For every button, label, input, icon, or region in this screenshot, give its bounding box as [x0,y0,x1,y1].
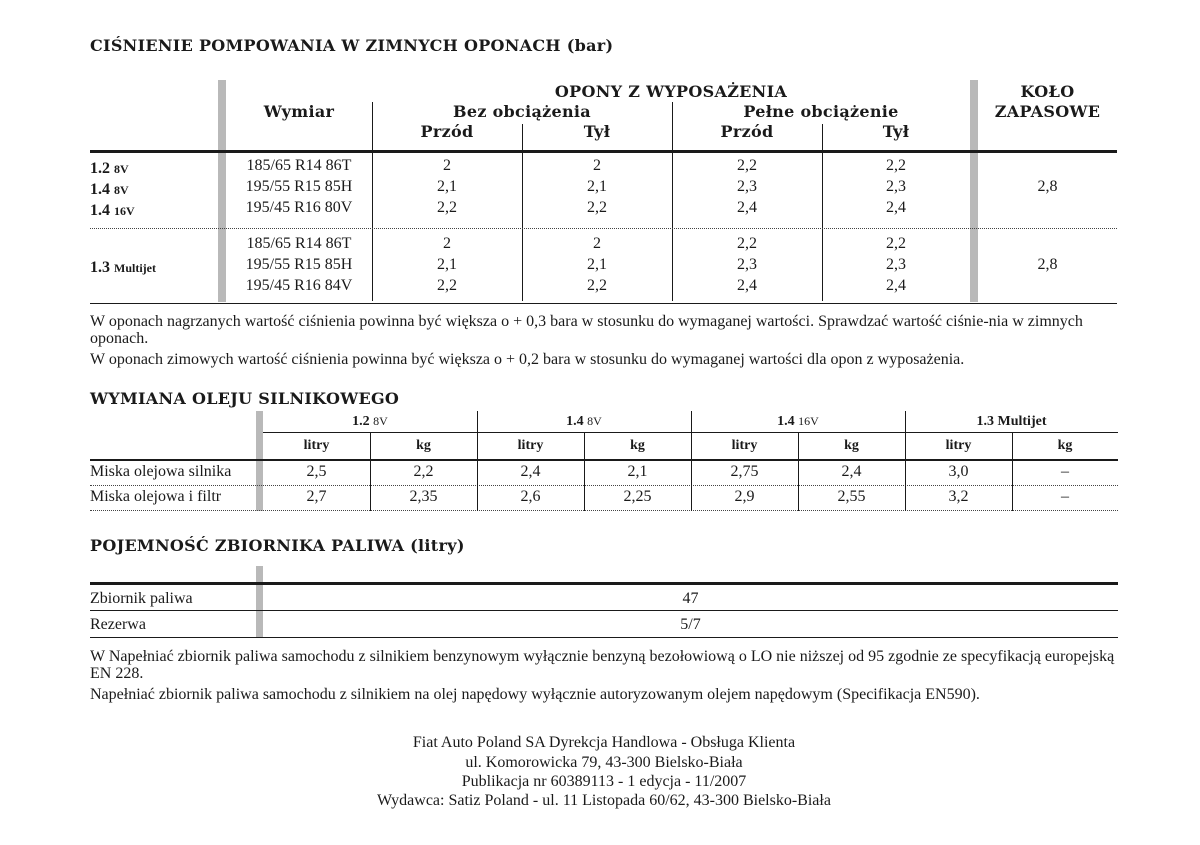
oil-value: 2,55 [837,488,866,505]
oil-value: 3,0 [948,463,969,480]
tire-header-spare-line1: KOŁO [1020,82,1075,101]
pressure-value: 2,4 [737,277,757,294]
tire-table-right-bar [970,80,978,302]
oil-value: 2,35 [409,488,438,505]
tire-note-hot: W oponach nagrzanych wartość ciśnienia powinna być większa o + 0,3 bara w stosunku do wymaganej wartości. Sprawdzać wartość ciśnie-nia w zimnych oponach. [90,313,1083,347]
oil-value: 2,5 [306,463,327,480]
pressure-value: 2,2 [587,199,607,216]
oil-value: – [1061,488,1069,505]
oil-value: 2,9 [734,488,755,505]
oil-value: 2,25 [623,488,652,505]
oil-row-label: Miska olejowa i filtr [90,488,222,505]
pressure-value: 2 [443,235,451,252]
fuel-table-left-bar [256,566,263,638]
pressure-value: 2,4 [737,199,757,216]
oil-unit-kg: kg [416,438,431,453]
oil-section-title: WYMIANA OLEJU SILNIKOWEGO [90,389,400,408]
footer-line: Publikacja nr 60389113 - 1 edycja - 11/2007 [461,773,747,790]
oil-value: 2,4 [841,463,862,480]
engine-label: 1.2 8V [90,160,129,177]
pressure-value: 2,2 [437,199,457,216]
tire-group-separator [90,228,1117,229]
oil-unit-litres: litry [517,438,544,453]
oil-row-separator [90,510,1118,511]
tire-size: 195/55 R15 85H [245,256,353,273]
oil-value: 2,7 [306,488,327,505]
pressure-value: 2,3 [886,256,906,273]
oil-value: 2,75 [730,463,759,480]
pressure-value: 2,2 [437,277,457,294]
engine-label: 1.4 8V [90,181,129,198]
pressure-value: 2,2 [886,157,906,174]
pressure-value: 2,1 [587,256,607,273]
fuel-row-label: Rezerwa [90,616,146,633]
pressure-value: 2,3 [737,256,757,273]
tire-header-rule [90,150,1117,153]
oil-unit-kg: kg [1057,438,1073,453]
pressure-value: 2,3 [886,178,906,195]
pressure-value: 2 [593,157,601,174]
oil-header-rule-thick [90,459,1118,461]
tire-bottom-rule [90,303,1117,304]
tire-col-size: Wymiar [263,102,335,121]
oil-unit-litres: litry [945,438,972,453]
tire-size: 195/55 R15 85H [245,178,353,195]
oil-value: – [1061,463,1069,480]
spare-pressure-value: 2,8 [1037,178,1058,195]
pressure-value: 2 [443,157,451,174]
fuel-row-separator [90,610,1118,611]
pressure-value: 2 [593,235,601,252]
spare-pressure-value: 2,8 [1037,256,1058,273]
oil-value: 2,4 [520,463,541,480]
tire-col-rear: Tył [583,122,611,141]
pressure-value: 2,1 [437,256,457,273]
oil-unit-kg: kg [630,438,645,453]
tire-col-full-load: Pełne obciążenie [743,102,899,121]
oil-unit-litres: litry [303,438,330,453]
tire-header-spare-line2: ZAPASOWE [994,102,1101,121]
tire-size: 185/65 R14 86T [246,235,352,252]
tire-col-no-load: Bez obciążenia [453,102,591,121]
fuel-note-diesel: Napełniać zbiornik paliwa samochodu z silnikiem na olej napędowy wyłącznie autoryzowanym olejem napędowym (Specifikacja EN590). [90,686,980,703]
oil-engine-header: 1.2 8V [352,414,388,429]
oil-engine-header: 1.3 Multijet [976,414,1047,429]
oil-unit-litres: litry [731,438,758,453]
oil-value: 2,2 [413,463,434,480]
tire-table-left-bar [218,80,226,302]
fuel-reserve: 5/7 [680,616,701,633]
oil-value: 2,6 [520,488,541,505]
pressure-value: 2,2 [587,277,607,294]
fuel-tank-capacity: 47 [682,590,699,607]
fuel-section-title: POJEMNOŚĆ ZBIORNIKA PALIWA (litry) [90,536,465,555]
tire-header-standard: OPONY Z WYPOSAŻENIA [554,82,788,101]
tire-col-rear: Tył [882,122,910,141]
pressure-value: 2,3 [737,178,757,195]
oil-row-label: Miska olejowa silnika [90,463,232,480]
oil-engine-header: 1.4 8V [566,414,602,429]
fuel-bottom-rule [90,637,1118,638]
pressure-value: 2,2 [886,235,906,252]
tire-section-title: CIŚNIENIE POMPOWANIA W ZIMNYCH OPONACH (bar) [90,36,614,55]
fuel-row-label: Zbiornik paliwa [90,590,193,607]
pressure-value: 2,4 [886,199,906,216]
pressure-value: 2,2 [737,235,757,252]
oil-row-separator [90,485,1118,486]
fuel-header-rule [90,582,1118,585]
tire-size: 195/45 R16 84V [245,277,353,294]
tire-col-front: Przód [420,122,474,141]
pressure-value: 2,1 [587,178,607,195]
oil-unit-kg: kg [844,438,859,453]
tire-col-front: Przód [720,122,774,141]
pressure-value: 2,1 [437,178,457,195]
oil-table-left-bar [256,411,263,511]
fuel-note-petrol: W Napełniać zbiornik paliwa samochodu z silnikiem benzynowym wyłącznie benzyną bezołowiową o LO nie niższej od 95 zgodnie ze specyfikacją europejską EN 228. [90,648,1115,682]
pressure-value: 2,4 [886,277,906,294]
pressure-value: 2,2 [737,157,757,174]
oil-value: 2,1 [627,463,648,480]
footer-line: Fiat Auto Poland SA Dyrekcja Handlowa - Obsługa Klienta [412,734,796,751]
oil-engine-header: 1.4 16V [777,414,819,429]
engine-label: 1.3 Multijet [90,259,156,276]
tire-note-winter: W oponach zimowych wartość ciśnienia powinna być większa o + 0,2 bara w stosunku do wymaganej wartości dla opon z wyposażenia. [90,351,965,368]
footer-line: ul. Komorowicka 79, 43-300 Bielsko-Biała [465,754,743,771]
footer-line: Wydawca: Satiz Poland - ul. 11 Listopada 60/62, 43-300 Bielsko-Biała [377,792,831,809]
engine-label: 1.4 16V [90,202,135,219]
oil-value: 3,2 [948,488,969,505]
tire-size: 185/65 R14 86T [246,157,352,174]
tire-size: 195/45 R16 80V [245,199,353,216]
